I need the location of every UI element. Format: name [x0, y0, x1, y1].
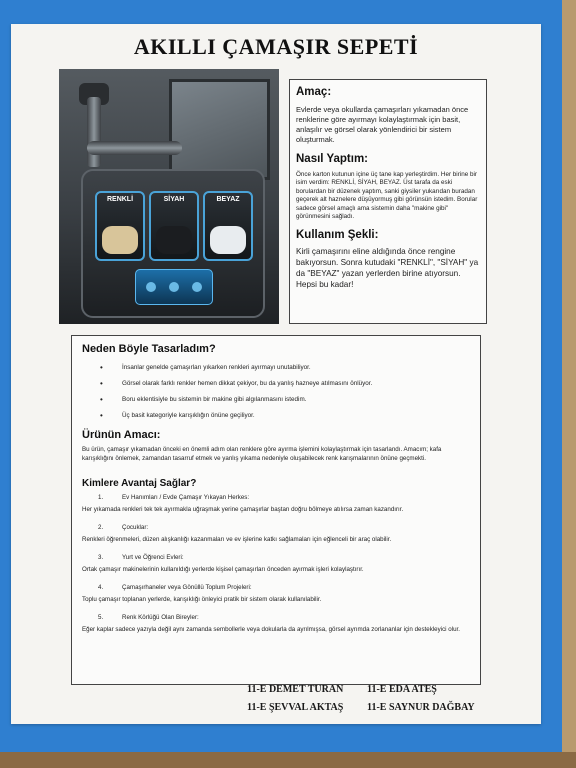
list-item: • Üç basit kategoriyle karışıklığın önüne geçiliyor. [82, 412, 470, 419]
photo-window [169, 79, 270, 180]
neden-heading: Neden Böyle Tasarladım? [82, 343, 216, 355]
screen-icon [192, 282, 202, 292]
item-description: Toplu çamaşır toplanan yerlerde, karışıklığı önleyici pratik bir sistem olarak kullanılabilir. [82, 595, 322, 603]
poster-title: AKILLI ÇAMAŞIR SEPETİ [133, 34, 419, 59]
urun-text: Bu ürün, çamaşır yıkamadan önceki en önemli adım olan renklere göre ayırma işlemini kolaylaştırmak için tasarlandı. Amacım; kafa karışıklığını önlemek, zamandan tasarruf etmek ve yanlış yıkama nedeniyle oluşabilecek renk karışmalarının önüne geçmekti. [82, 446, 442, 462]
item-number: 5. [98, 613, 104, 621]
item-number: 3. [98, 553, 104, 561]
bin-contents [156, 226, 192, 254]
bin-beyaz [203, 191, 253, 261]
screen-icon [169, 282, 179, 292]
list-item: • Boru eklentisiyle bu sistemin bir makine gibi algılanmasını istedim. [82, 396, 470, 403]
item-number: 4. [98, 583, 104, 591]
board-frame [0, 752, 576, 768]
bin-siyah [149, 191, 199, 261]
list-item: • İnsanlar genelde çamaşırları yıkarken renkleri ayırmayı unutabiliyor. [82, 364, 470, 371]
details-box [71, 335, 481, 685]
item-title: Ev Hanımları / Evde Çamaşır Yıkayan Herkes: [122, 493, 250, 501]
bin-label: RENKLİ [106, 196, 134, 203]
bin-contents [102, 226, 138, 254]
poster-sheet [11, 24, 541, 724]
item-title: Çamaşırhaneler veya Gönüllü Toplum Projeleri: [122, 583, 252, 591]
student-name: 11-E ŞEVVAL AKTAŞ [247, 702, 344, 713]
bin-label: BEYAZ [216, 196, 240, 203]
neden-list [82, 364, 470, 419]
info-box [289, 79, 487, 324]
item-title: Yurt ve Öğrenci Evleri: [122, 553, 184, 561]
list-item [82, 554, 470, 561]
item-description: Renkleri öğrenmeleri, düzen alışkanlığı kazanmaları ve ev işlerine katkı sağlamaları için eğlenceli bir araç olabilir. [82, 535, 392, 543]
pipe-vertical [87, 97, 101, 167]
pipe-horizontal [87, 141, 182, 155]
list-item: • Görsel olarak farklı renkler hemen dikkat çekiyor, bu da yanlış hazneye atılmasını önlüyor. [82, 380, 470, 387]
kimlere-heading: Kimlere Avantaj Sağlar? [82, 477, 197, 489]
item-description: Ortak çamaşır makinelerinin kullanıldığı yerlerde kişisel çamaşırları önceden ayırmak işleri kolaylaştırır. [82, 565, 364, 573]
student-name: 11-E EDA ATEŞ [367, 684, 437, 695]
kullanim-text: Kirli çamaşırını eline aldığında önce rengine bakıyorsun. Sonra kutudaki "RENKLİ", "SİYAH" ya da "BEYAZ" yazan yerlerden birine atıyorsun. Hepsi bu kadar! [296, 246, 479, 289]
screen-icon [146, 282, 156, 292]
student-name: 11-E SAYNUR DAĞBAY [367, 702, 475, 713]
item-description: Eğer kaplar sadece yazıyla değil aynı zamanda sembollerle veya dokularla da ayrılmışsa, görsel ayrımda zorlananlar için destekleyici olur. [82, 625, 460, 633]
list-item [82, 494, 470, 501]
control-screen [135, 269, 213, 305]
student-name: 11-E DEMET TURAN [247, 684, 344, 695]
bin-renkli [95, 191, 145, 261]
product-photo [59, 69, 279, 324]
bin-label: SİYAH [163, 196, 185, 203]
bin-contents [210, 226, 246, 254]
amac-text: Evlerde veya okullarda çamaşırları yıkamadan önce renklerine göre ayırmayı kolaylaştırmak için basit, anlaşılır ve görsel olarak yönlendirici bir sistem oluşturmak. [296, 105, 469, 145]
amac-heading: Amaç: [296, 86, 332, 98]
item-title: Renk Körlüğü Olan Bireyler: [122, 613, 199, 621]
kullanim-heading: Kullanım Şekli: [296, 228, 379, 241]
urun-heading: Ürünün Amacı: [82, 429, 161, 441]
item-description: Her yıkamada renkleri tek tek ayırmakla uğraşmak yerine çamaşırlar baştan doğru bölmeye atılırsa zaman kazandırır. [82, 505, 404, 513]
item-number: 1. [98, 493, 104, 501]
sorting-machine [81, 169, 265, 318]
item-title: Çocuklar: [122, 523, 149, 531]
list-item [82, 614, 470, 621]
nasil-heading: Nasıl Yaptım: [296, 152, 369, 165]
list-item [82, 584, 470, 591]
list-item [82, 524, 470, 531]
item-number: 2. [98, 523, 104, 531]
nasil-text: Önce karton kutunun içine üç tane kap yerleştirdim. Her birine bir isim verdim: RENKLİ, SİYAH, BEYAZ. Üst tarafa da eski borulardan bir düzenek yaptım, sanki giysiler yukarıdan buradan geçerek alt haznelere düşüyormuş gibi görünsün istedim. Borular sadece görsel amaçlı ama sistemin daha "makine gibi" görünmesini sağladı. [296, 170, 478, 220]
